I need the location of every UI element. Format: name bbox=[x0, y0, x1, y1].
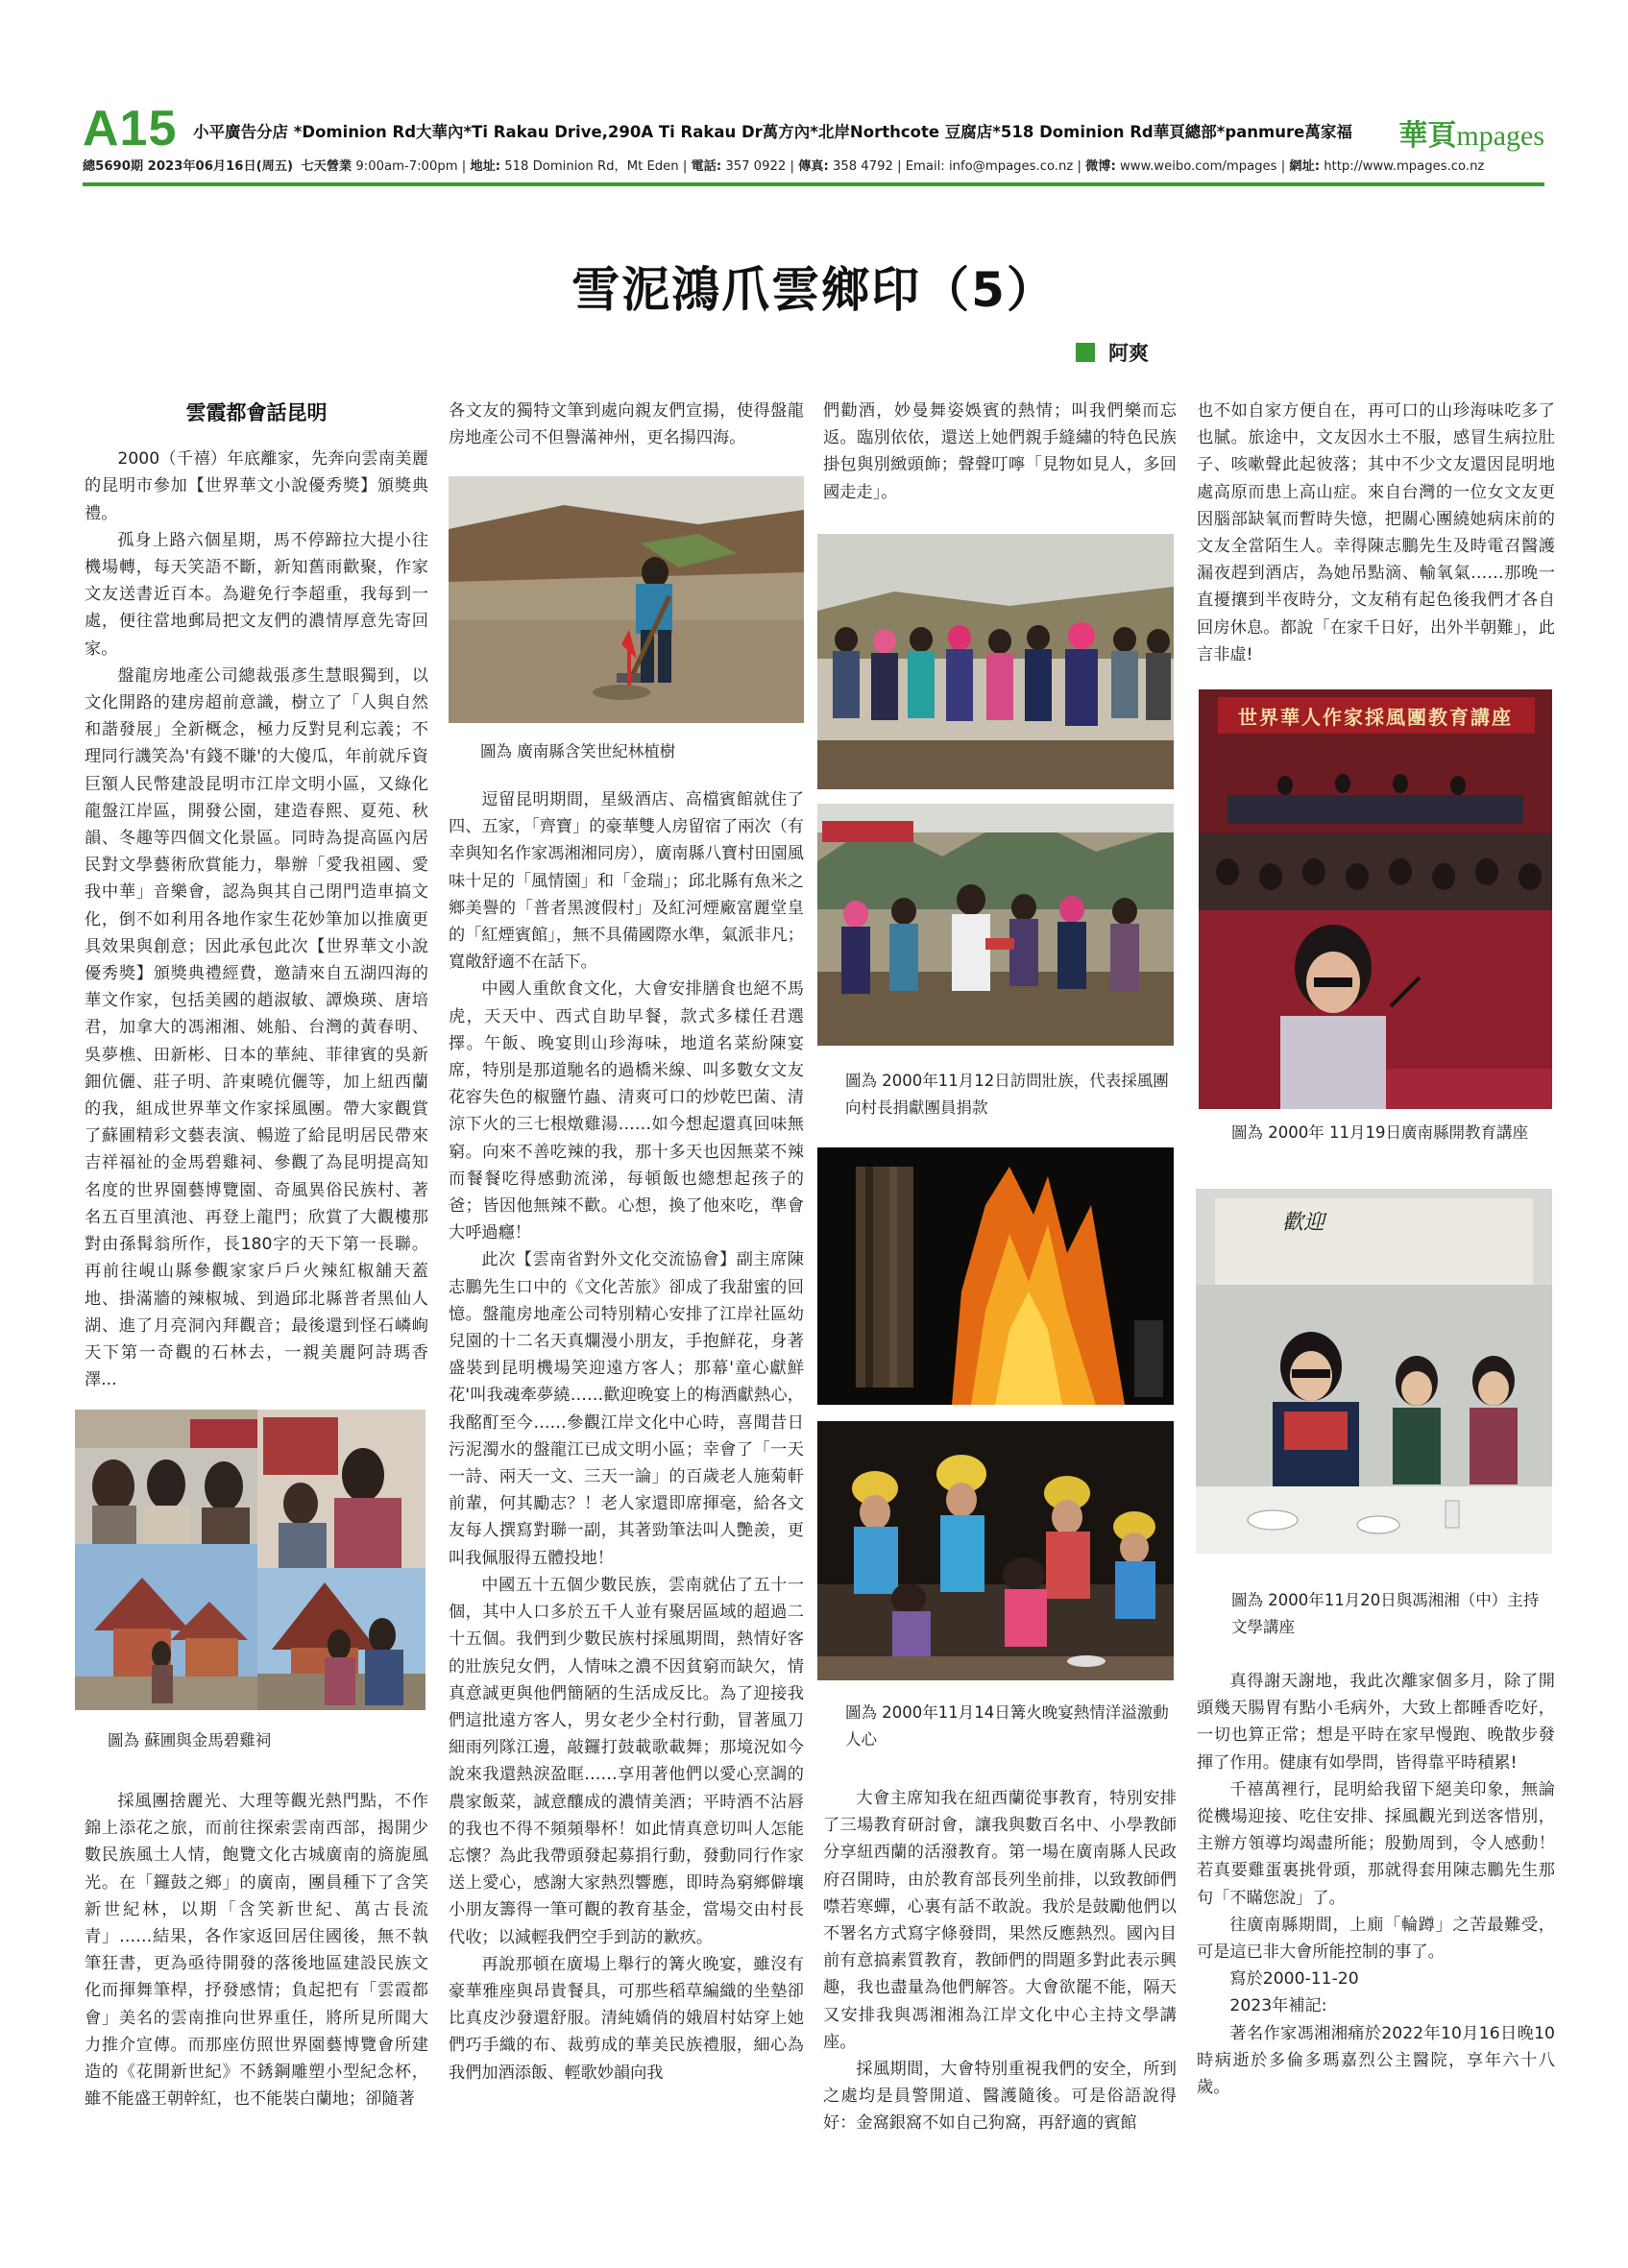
paragraph: 採風期間，大會特別重視我們的安全，所到之處均是員警開道、醫護隨後。可是俗語說得好：金窩銀窩不如自己狗窩，再舒適的賓館 bbox=[823, 2060, 1177, 2134]
article-title: 雪泥鴻爪雲鄉印（5） bbox=[571, 262, 1057, 318]
web-label: 網址: bbox=[1289, 159, 1320, 174]
weibo-link[interactable]: www.weibo.com/mpages bbox=[1119, 159, 1277, 174]
hours: 9:00am-7:00pm bbox=[355, 159, 458, 174]
column-3-top bbox=[823, 398, 1177, 506]
column-1-bottom bbox=[85, 1788, 428, 2112]
paragraph: 逗留昆明期間，星級酒店、高檔賓館就住了四、五家，「齊寶」的豪華雙人房留宿了兩次（有幸與知名作家馮湘湘同房），廣南縣八寶村田園風味十足的「風情園」和「金瑞」；邱北縣有魚米之鄉美譽的「普者黑渡假村」及紅河煙廠富麗堂皇的「紅煙賓館」，無不具備國際水準，氣派非凡；寬敞舒適不在話下。 bbox=[449, 790, 804, 973]
weibo-label: 微博: bbox=[1085, 159, 1116, 174]
paragraph: 中國五十五個少數民族，雲南就佔了五十一個，其中人口多於五千人並有聚居區域的超過二十五個。我們到少數民族村採風期間，熱情好客的壯族兒女們，人情味之濃不因貧窮而缺欠，情真意誠更與他們簡陋的生活成反比。為了迎接我們這批遠方客人，男女老少全村行動，冒著風刀細雨列隊江邊，敲鑼打鼓載歌載舞；那境況如今說來我還熱淚盈眶……享用著他們以愛心烹調的農家飯菜，誠意釀成的濃情美酒；平時酒不沾唇的我也不得不頻頻舉杯！如此情真意切叫人怎能忘懷？為此我帶頭發起募捐行動，發動同行作家送上愛心，感謝大家熱烈響應，即時為窮鄉僻壤小朋友籌得一筆可觀的教育基金，當場交由村長代收；以減輕我們空手到訪的歉疚。 bbox=[449, 1575, 804, 1947]
column-1-top bbox=[85, 399, 428, 1393]
paragraph: 再說那頓在廣場上舉行的篝火晚宴，雖沒有豪華雅座與昂貴餐具，可那些稻草編織的坐墊卻比真皮沙發還舒服。清純嬌俏的娥眉村姑穿上她們巧手織的布、裁剪成的華美民族禮服，細心為我們加酒添飯、輕歌妙韻向我 bbox=[449, 1954, 804, 2083]
fax: 358 4792 bbox=[832, 159, 893, 174]
photo-supu-jinma bbox=[75, 1410, 425, 1710]
column-4-top bbox=[1197, 398, 1555, 668]
fax-label: 傳真: bbox=[798, 159, 829, 174]
author-byline bbox=[1076, 338, 1149, 367]
author-name: 阿爽 bbox=[1108, 342, 1149, 365]
column-4-bottom bbox=[1197, 1668, 1555, 2101]
paragraph: 中國人重飲食文化，大會安排膳食也絕不馬虎，天天中、西式自助早餐，款式多樣任君選擇。午飯、晚宴則山珍海味，地道名菜紛陳宴席，特別是那道馳名的過橋米線、叫多數女文友花容失色的椒鹽竹蟲、清爽可口的炒乾巴菌、清涼下火的三七根燉雞湯……如今想起還真回味無窮。向來不善吃辣的我，那十多天也因無菜不辣而餐餐吃得感動流涕，每頓飯也總想起孩子的爸；皆因他無辣不歡。心想，換了他來吃，準會大呼過癮！ bbox=[449, 979, 804, 1243]
branch-ads: 小平廣告分店 *Dominion Rd大華內*Ti Rakau Drive,290A Ti Rakau Dr萬方內*北岸Northcote 豆腐店*518 Dominion Rd華頁總部*panmure萬家福 bbox=[193, 123, 1352, 141]
issue-info-line: 總5690期 2023年06月16日(周五) 七天營業 9:00am-7:00pm | 地址: 518 Dominion Rd，Mt Eden | 電話: 357 0922 | 傳真: 358 4792 | Email: info@mpages.co.nz | 微博: www.weibo.com/mpages | 網址: http://www.mpages.co.nz bbox=[83, 159, 1485, 174]
header-rule bbox=[83, 182, 1544, 186]
email-label: Email: bbox=[905, 159, 945, 174]
phone: 357 0922 bbox=[725, 159, 787, 174]
photo-bonfire bbox=[817, 1147, 1174, 1405]
sub-heading: 雲霞都會話昆明 bbox=[185, 401, 328, 424]
address-label: 地址: bbox=[470, 159, 501, 174]
hours-label: 七天營業 bbox=[301, 159, 352, 174]
email-link[interactable]: info@mpages.co.nz bbox=[948, 159, 1074, 174]
issue-number: 總5690期 2023年06月16日(周五) bbox=[83, 159, 294, 174]
paragraph: 往廣南縣期間，上廁「輪蹲」之苦最難受，可是這已非大會所能控制的事了。 bbox=[1197, 1915, 1555, 1963]
web-link[interactable]: http://www.mpages.co.nz bbox=[1324, 159, 1485, 174]
paragraph: 也不如自家方便自在，再可口的山珍海味吃多了也膩。旅途中，文友因水土不服，感冒生病拉肚子、咳嗽聲此起彼落；其中不少文友還因昆明地處高原而患上高山症。來自台灣的一位女文友更因腦部缺氧而暫時失憶，把關心團繞她病床前的文友全當陌生人。幸得陳志鵬先生及時電召醫護漏夜趕到酒店，為她吊點滴、輸氧氣……那晚一直擾攘到半夜時分，文友稍有起色後我們才各自回房休息。都說「在家千日好，出外半朝難」，此言非虛! bbox=[1197, 401, 1555, 664]
paragraph: 各文友的獨特文筆到處向親友們宣揚，使得盤龍房地產公司不但譽滿神州，更名揚四海。 bbox=[449, 401, 804, 448]
caption-3: 圖為 2000年11月12日訪問壯族，代表採風團向村長捐獻團員捐款 bbox=[845, 1072, 1169, 1117]
column-2-bottom bbox=[449, 786, 804, 2087]
paragraph: 著名作家馮湘湘痛於2022年10月16日晚10時病逝於多倫多瑪嘉烈公主醫院，享年六十八歲。 bbox=[1197, 2023, 1555, 2098]
caption-2: 圖為 廣南縣含笑世紀林植樹 bbox=[480, 742, 676, 760]
photo-education-lecture bbox=[1199, 689, 1552, 1109]
phone-label: 電話: bbox=[691, 159, 722, 174]
logo-cn: 華頁 bbox=[1398, 120, 1457, 152]
page-number: A15 bbox=[83, 101, 178, 157]
paragraph: 們勸酒，妙曼舞姿娛賓的熱情；叫我們樂而忘返。臨別依依，還送上她們親手縫繡的特色民族掛包與別緻頭飾；聲聲叮嚀「見物如見人，多回國走走」。 bbox=[823, 401, 1177, 502]
paragraph: 千禧萬裡行，昆明給我留下絕美印象，無論從機場迎接、吃住安排、採風觀光到送客惜別，主辦方領導均竭盡所能；殷勤周到，令人感動！若真要雞蛋裏挑骨頭，那就得套用陳志鵬先生那句「不瞞您說」了。 bbox=[1197, 1779, 1555, 1908]
page-header bbox=[83, 96, 1544, 186]
postscript-label: 2023年補記: bbox=[1229, 1996, 1327, 2016]
photo-bonfire-feast bbox=[817, 1421, 1174, 1680]
caption-6: 圖為 2000年11月20日與馮湘湘（中）主持文學講座 bbox=[1231, 1591, 1540, 1636]
photo-zhuang-village-2 bbox=[817, 804, 1174, 1046]
paragraph: 大會主席知我在紐西蘭從事教育，特別安排了三場教育研討會，讓我與數百名中、小學教師分享紐西蘭的活潑教育。第一場在廣南縣人民政府召開時，由於教育部長列坐前排，以致教師們噤若寒蟬，心裏有話不敢說。我於是鼓勵他們以不署名方式寫字條發問，果然反應熱烈。國內目前有意搞素質教育，教師們的問題多對此表示興趣，我也盡量為他們解答。大會欲罷不能，隔天又安排我與馮湘湘為江岸文化中心主持文學講座。 bbox=[823, 1789, 1177, 2052]
col1-top-text bbox=[85, 446, 428, 1393]
paragraph: 2000（千禧）年底離家，先奔向雲南美麗的昆明市參加【世界華文小說優秀獎】頒獎典禮。 bbox=[85, 449, 428, 523]
paragraph: 盤龍房地產公司總裁張彥生慧眼獨到，以文化開路的建房超前意識，樹立了「人與自然和諧發展」全新概念，極力反對見利忘義；不理同行譏笑為'有錢不賺'的大傻瓜，年前就斥資巨額人民幣建設昆明市江岸文明小區，又綠化龍盤江岸區，開發公園，建造春熙、夏苑、秋韻、冬趣等四個文化景區。同時為提高區內居民對文學藝術欣賞能力，舉辦「愛我祖國、愛我中華」音樂會，認為與其自己閉門造車搞文化，倒不如利用各地作家生花妙筆加以推廣更具效果與創意；因此承包此次【世界華文小說優秀獎】頒獎典禮經費，邀請來自五湖四海的華文作家，包括美國的趙淑敏、譚煥瑛、唐培君，加拿大的馮湘湘、姚船、台灣的黃春明、吳夢樵、田新彬、日本的華純、菲律賓的吳新鈿伉儷、莊子明、許東曉伉儷等，加上紐西蘭的我，組成世界華文作家採風團。帶大家觀賞了蘇圃精彩文藝表演、暢遊了給昆明居民帶來吉祥福祉的金馬碧雞祠、參觀了為昆明提高知名度的世界園藝博覽園、奇風異俗民族村、著名五百里滇池、再登上龍門；欣賞了大觀樓那對由孫髯翁所作，長180字的天下第一長聯。再前往峴山縣參觀家家戶戶火辣紅椒舖天蓋地、掛滿牆的辣椒城、到過邱北縣普者黑仙人湖、進了月亮洞內拜觀音；最後還到怪石嶙峋天下第一奇觀的石林去，一親美麗阿詩瑪香澤... bbox=[85, 665, 428, 1390]
paragraph: 真得謝天謝地，我此次離家個多月，除了開頭幾天腸胃有點小毛病外，大致上都睡香吃好，一切也算正常；想是平時在家早慢跑、晚散步發揮了作用。健康有如學問，皆得靠平時積累! bbox=[1197, 1672, 1555, 1773]
welcome-board-text: 歡迎 bbox=[1282, 1211, 1325, 1235]
paragraph: 採風團捨麗光、大理等觀光熱門點，不作錦上添花之旅，而前往探索雲南西部，揭開少數民族風土人情，飽覽文化古城廣南的旖旎風光。在「鑼鼓之鄉」的廣南，團員種下了含笑新世紀林，以期「含笑新世紀、萬古長流青」……結果，各作家返回居住國後，無不執筆狂書，更為亟待開發的落後地區建設民族文化而揮舞筆桿，抒發感情；負起把有「雲霞都會」美名的雲南推向世界重任，將所見所聞大力推介宣傳。而那座仿照世界園藝博覽會所建造的《花開新世紀》不銹鋼雕塑小型紀念杯，雖不能盛王朝幹紅，也不能裝白蘭地；卻隨著 bbox=[85, 1792, 428, 2110]
column-3-bottom bbox=[823, 1785, 1177, 2137]
logo-en: mpages bbox=[1456, 120, 1544, 152]
paragraph: 此次【雲南省對外文化交流協會】副主席陳志鵬先生口中的《文化苦旅》卻成了我甜蜜的回憶。盤龍房地產公司特別精心安排了江岸社區幼兒園的十二名天真爛漫小朋友，手抱鮮花，身著盛裝到昆明機場笑迎遠方客人；那幕'童心獻鮮花'叫我魂牽夢繞……歡迎晚宴上的梅酒獻熱心，我酩酊至今……參觀江岸文化中心時，喜聞昔日污泥濁水的盤龍江已成文明小區；幸會了「一天一詩、兩天一文、三天一論」的百歲老人施菊軒前輩，何其勵志？！老人家還即席揮毫，給各文友每人撰寫對聯一副，其著勁筆法叫人艷羨，更叫我佩服得五體投地！ bbox=[449, 1250, 804, 1568]
photo-zhuang-village-1 bbox=[817, 534, 1174, 789]
column-2-top bbox=[449, 398, 804, 451]
photo-tree-planting bbox=[449, 476, 804, 723]
lecture-banner: 世界華人作家採風團教育講座 bbox=[1238, 705, 1513, 729]
mpages-logo bbox=[1398, 111, 1544, 154]
address: 518 Dominion Rd，Mt Eden bbox=[504, 159, 679, 174]
author-marker bbox=[1076, 343, 1095, 362]
caption-5: 圖為 2000年 11月19日廣南縣開教育講座 bbox=[1231, 1123, 1528, 1142]
date-line: 寫於2000-11-20 bbox=[1229, 1969, 1359, 1990]
paragraph: 孤身上路六個星期，馬不停蹄拉大提小往機場轉，每天笑語不斷，新知舊雨歡聚，作家文友送書近百本。為避免行李超重，我每到一處，便往當地郵局把文友們的濃情厚意先寄回家。 bbox=[85, 530, 428, 659]
caption-1: 圖為 蘇圃與金馬碧雞祠 bbox=[108, 1731, 272, 1749]
caption-4: 圖為 2000年11月14日篝火晚宴熱情洋溢激動人心 bbox=[845, 1703, 1169, 1749]
photo-literature-lecture bbox=[1196, 1189, 1552, 1554]
